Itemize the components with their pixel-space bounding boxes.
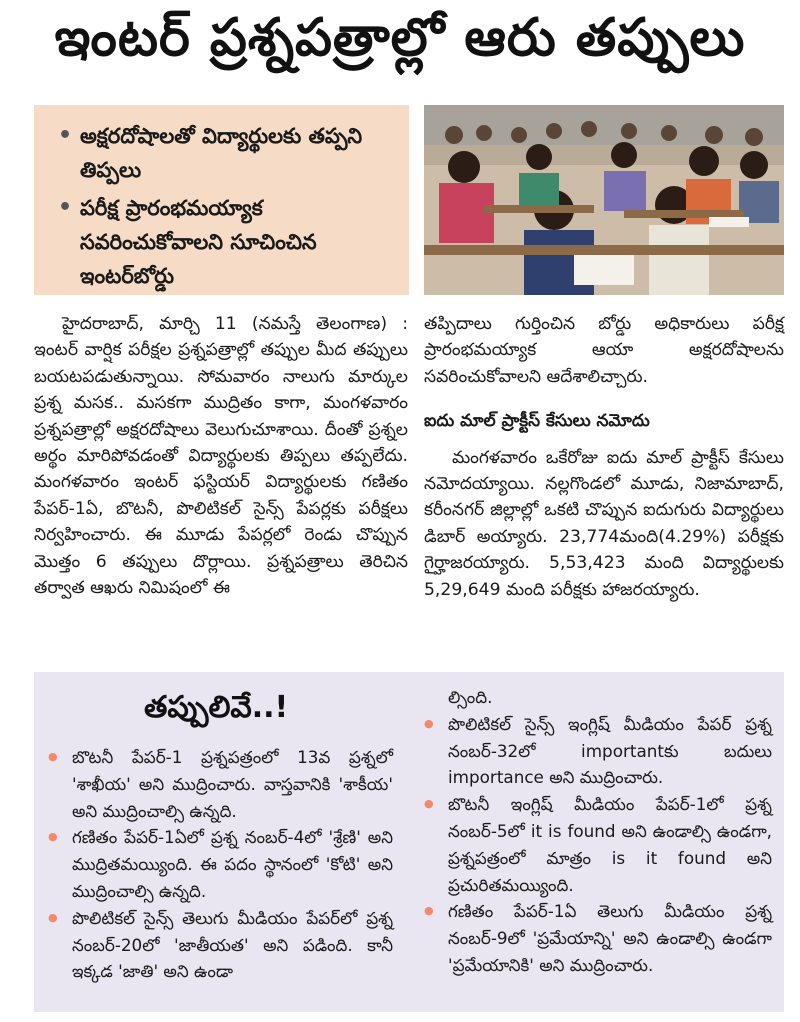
list-item: ● పొలిటికల్ సైన్స్ ఇంగ్లిష్ మీడియం పేపర్ ప్రశ్న నంబర్-32లో importantకు బదులు importance అని ముద్రించారు. bbox=[424, 711, 772, 791]
list-item: ● బొటనీ ఇంగ్లిష్ మీడియం పేపర్-1లో ప్రశ్న నంబర్-5లో it is found అని ఉండాల్సి ఉండగా, ప్రశ్నపత్రంలో మాత్రం is it found అని ప్రచురితమయ్యింది. bbox=[424, 791, 772, 898]
errors-box bbox=[34, 672, 784, 1012]
highlight-item: • పరీక్ష ప్రారంభమయ్యాక సవరించుకోవాలని సూచించిన ఇంటర్‌బోర్డు bbox=[56, 191, 395, 293]
highlight-item: • అక్షరదోషాలతో విద్యార్థులకు తప్పని తిప్పలు bbox=[56, 119, 395, 187]
list-item: ● పొలిటికల్ సైన్స్ తెలుగు మీడియం పేపర్‌లో ప్రశ్న నంబర్-20లో 'జాతీయత' అని పడింది. కానీ ఇక్కడ 'జాతి' అని ఉండా bbox=[48, 905, 393, 985]
article-right-column bbox=[424, 311, 784, 603]
list-item: ● గణితం పేపర్-1ఏలో ప్రశ్న నంబర్-4లో 'శ్రేణి' అని ముద్రితమయ్యింది. ఈ పదం స్థానంలో 'కోటి' అని ముద్రించాల్సి ఉన్నది. bbox=[48, 824, 393, 904]
article-left-column bbox=[34, 311, 408, 601]
article-paragraph: మంగళవారం ఒకేరోజు ఐదు మాల్ ప్రాక్టీస్ కేసులు నమోదయ్యాయి. నల్లగొండలో మూడు, నిజామాబాద్, కరీంనగర్ జిల్లాల్లో ఒకటి చొప్పున ఐదుగురు విద్యార్థులు డిబార్ అయ్యారు. 23,774మంది(4.29%) పరీక్షకు గైర్హాజరయ్యారు. 5,53,423 మంది విద్యార్థులకు 5,29,649 మంది పరీక్షకు హాజరయ్యారు. bbox=[424, 447, 784, 600]
errors-box-title: తప్పులివే..! bbox=[144, 690, 289, 725]
article-paragraph: హైదరాబాద్, మార్చి 11 (నమస్తే తెలంగాణ) : ఇంటర్ వార్షిక పరీక్షల ప్రశ్నపత్రాల్లో తప్పుల మీద తప్పులు బయటపడుతున్నాయి. సోమవారం నాలుగు మార్కుల ప్రశ్న మసక.. మసకగా ముద్రితం కాగా, మంగళవారం ప్రశ్నపత్రాల్లో అక్షరదోషాలు వెలుగుచూశాయి. దీంతో ప్రశ్నల అర్థం మారిపోవడంతో విద్యార్థులకు తిప్పలు తప్పలేదు. మంగళవారం ఇంటర్ ఫస్టియర్ విద్యార్థులకు గణితం పేపర్-1ఏ, బొటనీ, పొలిటికల్ సైన్స్ పేపర్లకు పరీక్షలు నిర్వహించారు. ఈ మూడు పేపర్లలో రెండు చొప్పున మొత్తం 6 తప్పులు దొర్లాయి. ప్రశ్నపత్రాలు తెరిచిన తర్వాత ఆఖరు నిమిషంలో ఈ bbox=[34, 314, 408, 599]
highlights-box bbox=[34, 105, 409, 295]
errors-right-column bbox=[424, 684, 772, 979]
list-item-continuation: ల్సింది. bbox=[448, 687, 493, 707]
list-item: ● గణితం పేపర్-1ఏ తెలుగు మీడియం ప్రశ్న నంబర్-9లో 'ప్రమేయాన్ని' అని ఉండాల్సి ఉండగా 'ప్రమేయానికి' అని ముద్రించారు. bbox=[424, 898, 772, 978]
headline: ఇంటర్ ప్రశ్నపత్రాల్లో ఆరు తప్పులు bbox=[54, 7, 746, 68]
errors-left-column bbox=[48, 744, 393, 985]
list-item: ● బొటనీ పేపర్-1 ప్రశ్నపత్రంలో 13వ ప్రశ్నలో 'శాఖీయ' అని ముద్రించారు. వాస్తవానికి 'శాకీయ' అని ముద్రించాల్సి ఉన్నది. bbox=[48, 744, 393, 824]
exam-hall-photo bbox=[424, 105, 784, 295]
article-paragraph: తప్పిదాలు గుర్తించిన బోర్డు అధికారులు పరీక్ష ప్రారంభమయ్యాక ఆయా అక్షరదోషాలను సవరించుకోవాలని ఆదేశాలిచ్చారు. bbox=[424, 314, 784, 387]
subheading: ఐదు మాల్ ప్రాక్టీస్ కేసులు నమోదు bbox=[424, 411, 650, 432]
